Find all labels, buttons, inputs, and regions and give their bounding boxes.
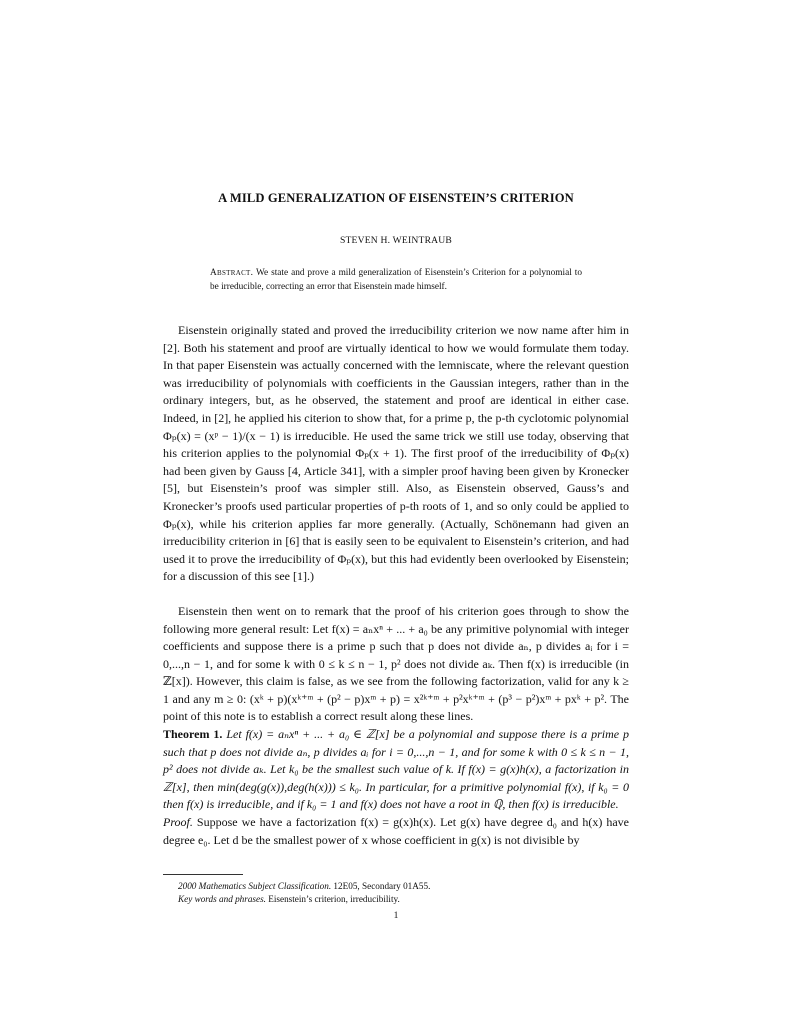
- footnote-keywords: [178, 893, 618, 906]
- abstract-text: We state and prove a mild generalization of Eisenstein’s Criterion for a polynomial to be irreducible, correcting an error that Eisenstein made himself.: [210, 268, 582, 292]
- footnotes: [178, 880, 618, 906]
- footnote-msc-label: 2000 Mathematics Subject Classification.: [178, 881, 332, 891]
- footnote-keywords-text: Eisenstein’s criterion, irreducibility.: [268, 894, 400, 904]
- paragraph-claim: Eisenstein then went on to remark that the proof of his criterion goes through to show the following more general result: Let f(x) = aₙxⁿ + ... + a₀ be any primitive polynomial with integer coefficients and suppose there is a prime p such that p does not divide aₙ, p divides aᵢ for i = 0,...,n − 1, and for some k with 0 ≤ k ≤ n − 1, p² does not divide aₖ. Then f(x) is irreducible (in ℤ[x]). However, this claim is false, as we see from the following factorization, valid for any k ≥ 1 and any m ≥ 0: (xᵏ + p)(xᵏ⁺ᵐ + (p² − p)xᵐ + p) = x²ᵏ⁺ᵐ + p²xᵏ⁺ᵐ + (p³ − p²)xᵐ + pxᵏ + p². The point of this note is to establish a correct result along these lines.: [163, 603, 629, 724]
- proof-text: Suppose we have a factorization f(x) = g(x)h(x). Let g(x) have degree d₀ and h(x) have degree e₀. Let d be the smallest power of x whose coefficient in g(x) is not divisible by: [163, 815, 630, 847]
- page-number: 1: [393, 911, 399, 921]
- proof-block: [163, 814, 629, 849]
- abstract: [210, 267, 582, 294]
- footnote-msc: [178, 880, 618, 893]
- footnote-keywords-label: Key words and phrases.: [178, 894, 266, 904]
- footnote-divider: [163, 874, 243, 875]
- body-text: [163, 322, 629, 849]
- proof-label: Proof.: [163, 815, 193, 830]
- paper-title: A MILD GENERALIZATION OF EISENSTEIN’S CRITERION: [218, 191, 574, 205]
- paragraph-intro: Eisenstein originally stated and proved the irreducibility criterion we now name after him in [2]. Both his statement and proof are virtually identical to how we would formulate them today. In that paper Eisenstein was actually concerned with the lemniscate, where the relevant question was irreducibility of polynomials with coefficients in the Gaussian integers, rather than in the ordinary integers, but, as he observed, the statement and proof are identical in either case. Indeed, in [2], he applied his citerion to show that, for a prime p, the p-th cyclotomic polynomial Φₚ(x) = (xᵖ − 1)/(x − 1) is irreducible. He used the same trick we still use today, observing that his criterion applies to the polynomial Φₚ(x + 1). The first proof of the irreducibility of Φₚ(x) had been given by Gauss [4, Article 341], with a simpler proof having been given by Kronecker [5], but Eisenstein’s proof was simpler still. Also, as Eisenstein observed, Gauss’s and Kronecker’s proofs used particular properties of p-th roots of 1, and so only could be applied to Φₚ(x), while his criterion applies far more generally. (Actually, Schönemann had given an irreducibility criterion in [6] that is easily seen to be equivalent to Eisenstein’s criterion, and had used it to prove the irreducibility of Φₚ(x), but this had evidently been overlooked by Eisenstein; for a discussion of this see [1].): [163, 323, 629, 584]
- author-name: STEVEN H. WEINTRAUB: [339, 235, 453, 246]
- abstract-label: Abstract.: [210, 268, 254, 278]
- theorem-statement: Let f(x) = aₙxⁿ + ... + a₀ ∈ ℤ[x] be a polynomial and suppose there is a prime p such that p does not divide aₙ, p divides aᵢ for i = 0,...,n − 1, and for some k with 0 ≤ k ≤ n − 1, p² does not divide aₖ. Let k₀ be the smallest such value of k. If f(x) = g(x)h(x), a factorization in ℤ[x], then min(deg(g(x)),deg(h(x))) ≤ k₀. In particular, for a primitive polynomial f(x), if k₀ = 0 then f(x) is irreducible, and if k₀ = 1 and f(x) does not have a root in ℚ, then f(x) is irreducible.: [163, 727, 630, 812]
- footnote-msc-text: 12E05, Secondary 01A55.: [333, 881, 431, 891]
- theorem-label: Theorem 1.: [163, 727, 223, 742]
- theorem-block: [163, 726, 629, 814]
